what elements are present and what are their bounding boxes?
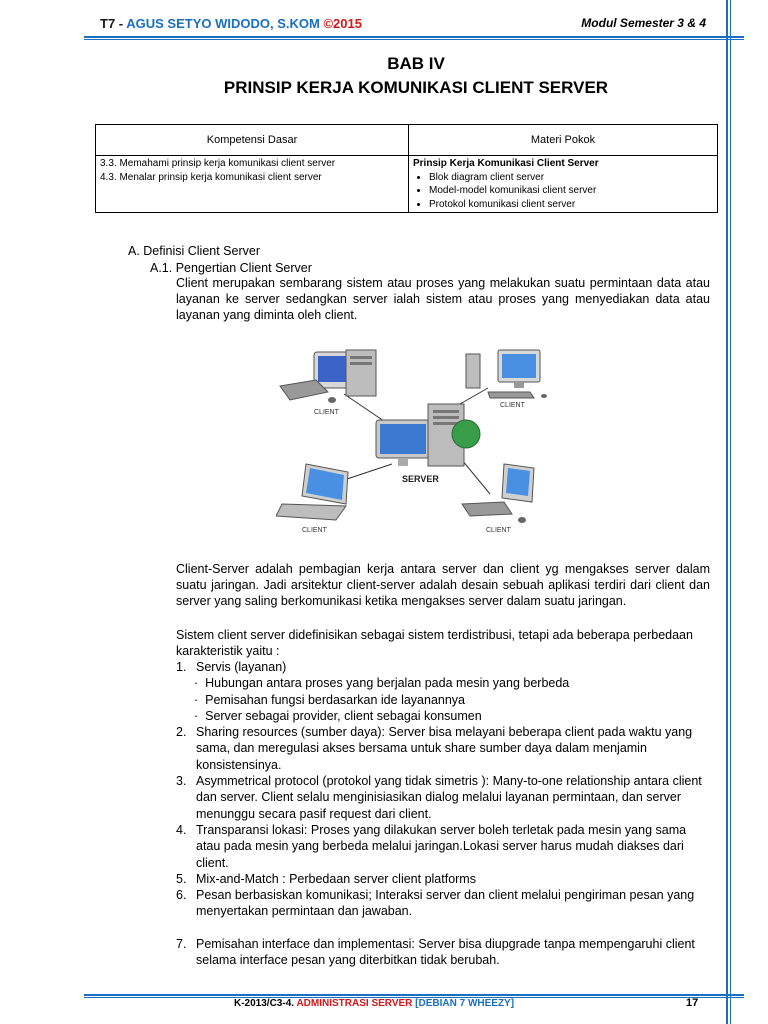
server-icon — [376, 404, 480, 466]
section-a1-title: A.1. Pengertian Client Server — [150, 261, 312, 275]
materi-item: • Protokol komunikasi client server — [429, 198, 713, 212]
col-header-materi: Materi Pokok — [409, 125, 718, 156]
characteristics-list — [176, 659, 710, 968]
client-label: CLIENT — [302, 527, 327, 534]
page-number: 17 — [686, 997, 699, 1009]
materi-item: • Blok diagram client server — [429, 171, 713, 185]
list-item: 5. Mix-and-Match : Perbedaan server client platforms — [176, 871, 476, 886]
client-desktop-icon — [280, 350, 376, 403]
footer-divider — [84, 994, 744, 996]
col-header-kd: Kompetensi Dasar — [96, 125, 409, 156]
list-item: 3. Asymmetrical protocol (protokol yang tidak simetris ): Many-to-one relationship antara client dan server. Client selalu menginisiasikan dialog melalui layanan permintaan, dan server menunggu secara pasif request dari client. — [176, 774, 702, 821]
client-server-diagram — [276, 344, 552, 540]
client-label: CLIENT — [500, 402, 525, 409]
chapter-title: BAB IV — [387, 54, 445, 73]
paragraph-definition: Client merupakan sembarang sistem atau proses yang melakukan suatu permintaan data atau layanan ke server sedangkan server ialah sistem atau proses yang menyediakan data atau layanan yang diminta oleh client. — [176, 276, 710, 322]
kd-item: 4.3. Menalar prinsip kerja komunikasi client server — [100, 171, 322, 183]
author-year: ©2015 — [319, 16, 362, 31]
client-laptop-icon — [276, 464, 348, 520]
client-label: CLIENT — [486, 527, 511, 534]
header-author: T7 - AGUS SETYO WIDODO, S.KOM ©2015 — [100, 16, 362, 31]
client-label: CLIENT — [314, 409, 339, 416]
header-divider-thin — [84, 39, 744, 40]
header-divider — [84, 36, 744, 38]
competency-table — [95, 124, 718, 213]
client-desktop-icon — [466, 350, 547, 398]
materi-cell — [409, 156, 718, 213]
author-name: AGUS SETYO WIDODO, S.KOM — [126, 16, 320, 31]
right-border-line-thin — [730, 0, 731, 1024]
list-item: 4. Transparansi lokasi: Proses yang dilakukan server boleh terletak pada mesin yang sama atau pada mesin yang berbeda melalui jaringan.Lokasi server harus mudah diakses dari client. — [176, 822, 687, 870]
materi-list — [413, 171, 713, 212]
list-item: 1. Servis (layanan) — [176, 660, 287, 674]
sub-item: · Pemisahan fungsi berdasarkan ide layanannya — [194, 692, 466, 707]
link-line — [462, 460, 490, 494]
kd-cell — [96, 156, 409, 213]
paragraph-characteristics: Sistem client server didefinisikan sebagai sistem terdistribusi, tetapi ada beberapa perbedaan karakteristik yaitu : — [176, 628, 693, 658]
footer-text: K-2013/C3-4. ADMINISTRASI SERVER [DEBIAN 7 WHEEZY] — [234, 998, 515, 1009]
materi-item: • Model-model komunikasi client server — [429, 184, 713, 198]
kd-item: 3.3. Memahami prinsip kerja komunikasi client server — [100, 158, 336, 169]
header-module: Modul Semester 3 & 4 — [581, 16, 706, 30]
section-a-title: A. Definisi Client Server — [128, 244, 260, 258]
sub-item: · Hubungan antara proses yang berjalan pada mesin yang berbeda — [194, 676, 570, 691]
sub-item: · Server sebagai provider, client sebagai konsumen — [194, 708, 482, 723]
list-item: 7. Pemisahan interface dan implementasi: Server bisa diupgrade tanpa mempengaruhi client selama interface pesan yang diterbitkan tidak berubah. — [176, 936, 695, 968]
link-line — [344, 464, 392, 480]
materi-title: Prinsip Kerja Komunikasi Client Server — [413, 158, 599, 169]
chapter-name: PRINSIP KERJA KOMUNIKASI CLIENT SERVER — [223, 78, 609, 97]
right-border-line — [726, 0, 728, 1024]
paragraph-client-server: Client-Server adalah pembagian kerja antara server dan client yg mengakses server dalam suatu jaringan. Jadi arsitektur client-server adalah desain sebuah aplikasi terdiri dari client dan server yang saling berkomunikasi ketika mengakses server dalam suatu jaringan. — [176, 562, 710, 608]
server-label: SERVER — [402, 474, 439, 484]
list-item: 6. Pesan berbasiskan komunikasi; Interaksi server dan client melalui pengiriman pesan yang menyertakan permintaan dan jawaban. — [176, 888, 695, 919]
list-item: 2. Sharing resources (sumber daya): Server bisa melayani beberapa client pada waktu yang sama, dan meregulasi akses bersama untuk share sumber daya dalam menjamin konsistensinya. — [176, 725, 693, 772]
